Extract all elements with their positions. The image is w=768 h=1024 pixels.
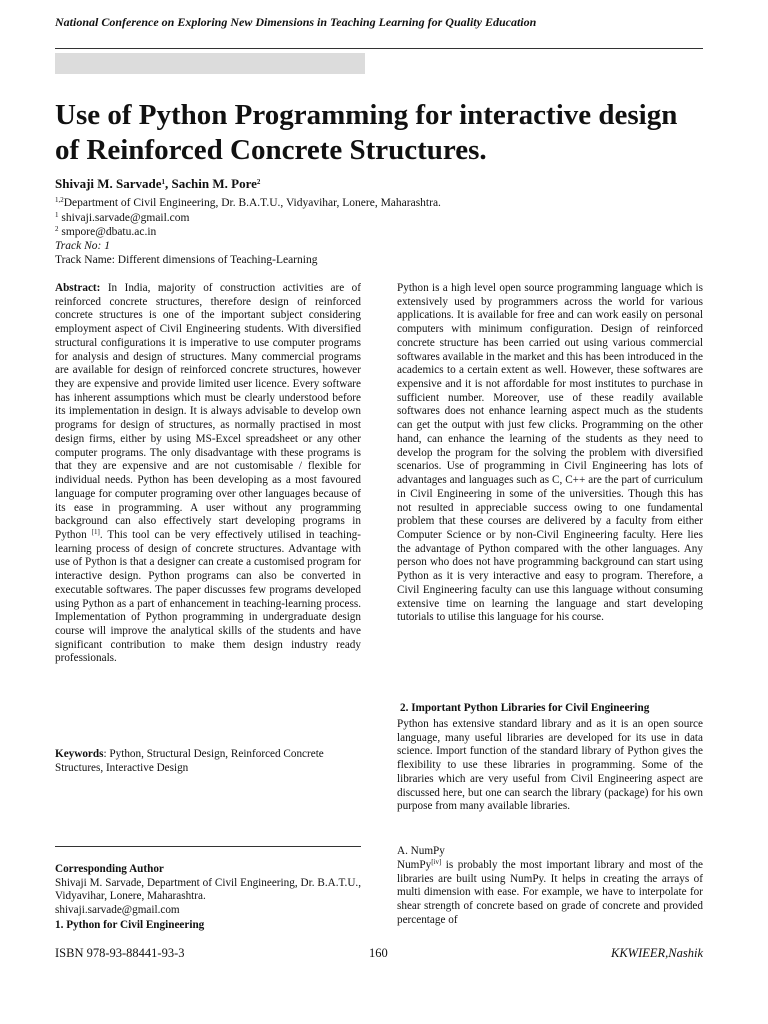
corresponding-heading: Corresponding Author [55,863,164,875]
header-banner [55,53,365,74]
abstract-text-1: In India, majority of construction activities are of reinforced concrete structures, therefore design of reinforced concrete structures is one of the important subject considering employment aspect of Civil Engineering students. With diversified structural configurations it is imperative to use computer programs for analysis and design of structures. Many commercial programs are available for design of reinforced concrete structures, however they are expensive and provide limited user licence. Every software has inherent assumptions which must be clearly understood before its implementation in design. It is always advisable to develop own programs for design of structures, as normally practised in most design firms, either by using MS-Excel spreadsheet or any other computer programs. The only disadvantage with these programs is that they are expensive and are not customisable / flexible for individual needs. Python has been developing as a most favoured language for computer programing over other languages because of its ease in programming. A user without any programming background can also effectively start developing programs in Python [55,282,361,541]
section-1-heading: 1. Python for Civil Engineering [55,919,205,931]
track-number: Track No: 1 [55,240,110,252]
intro-paragraph: Python is a high level open source programming language which is extensively used by programmers across the world for various applications. It is available for free and can work easily on personal computers with minimum configuration. Design of reinforced concrete structure has been carried out using various commercial softwares available in the market and this has been introduced in the academics to a certain extent as well. However, these softwares are expensive and it is not affordable for most institutes to purchase in sufficient number. Moreover, use of these readily available softwares does not enhance learning aspect much as the students can get the output with just few clicks. Programming on the other hand, can enhance the learning of the students as they need to develop the program for the solving the problem with diversified scenarios. Use of programming in Civil Engineering has lots of advantages and languages such as C, C++ are the part of curriculum in Civil Engineering in some of the universities. Though this has not resulted in appreciable success owing to one fundamental problem that these courses are delivered by a faculty from either Computer Science or by non-Civil Engineering faculty. Here lies the advantage of Python compared with the other languages. Any person who does not have programming background can start using Python as it is very interactive and easy to program. Therefore, a Civil Engineering faculty can use this language without consuming extensive time on learning the language and start developing tutorials to utilise this language for his course. [397,282,704,624]
email-2-link[interactable]: smpore@dbatu.ac.in [58,226,157,238]
author-2: Sachin M. Pore [171,176,257,191]
numpy-text: is probably the most important library and most of the libraries are built using NumPy. It helps in creating the arrays of multi dimension with ease. For example, we have to interpolate for shear strength of concrete based on grade of concrete and provided percentage of [397,859,703,926]
numpy-ref[interactable]: [iv] [431,858,442,866]
corresponding-author-block [55,863,361,933]
author-separator: , [165,176,172,191]
abstract [55,282,361,666]
page-number: 160 [369,946,388,960]
header-rule [55,48,703,49]
abstract-ref[interactable]: [1] [91,527,100,536]
dept-sup: 1,2 [55,196,64,204]
affiliation-email-1 [55,211,190,226]
abstract-label: Abstract: [55,282,101,294]
keywords-text: : Python, Structural Design, Reinforced Concrete Structures, Interactive Design [55,748,324,774]
section-2-paragraph: Python has extensive standard library and as it is an open source language, many useful libraries are developed for its use in data science. Import function of the standard library of Python gives the flexibility to use these libraries in programming. Some of the libraries which are very useful from Civil Engineering aspect are discussed here, but one can search the library (package) for his own purpose from many available libraries. [397,718,703,813]
conference-header: National Conference on Exploring New Dimensions in Teaching Learning for Quality Education [55,15,537,29]
abstract-text-2: . This tool can be very effectively utilised in teaching-learning process of design of concrete structures. Advantage with use of Python is that a designer can create a customised program for interactive design. Python programs can also be converted in executable softwares. The paper discusses few programs developed using Python as a part of enhancement in teaching-learning process. Implementation of Python programming in undergraduate design course will improve the analytical skills of the students and have significant contribution to make them design industry ready professionals. [55,528,361,665]
numpy-heading: A. NumPy [397,845,445,857]
email-1-sup: 1 [55,211,59,219]
email-1-link[interactable]: shivaji.sarvade@gmail.com [58,212,190,224]
footer-publisher: KKWIEER,Nashik [610,946,703,960]
keywords-label: Keywords [55,748,104,760]
author-1: Shivaji M. Sarvade [55,176,162,191]
footnote-rule [55,846,361,847]
numpy-paragraph [397,859,703,928]
corresponding-email[interactable]: shivaji.sarvade@gmail.com [55,903,180,916]
affiliation-dept [55,196,441,211]
affiliation-email-2 [55,225,156,240]
footer-isbn: ISBN 978-93-88441-93-3 [55,946,185,960]
author-line [55,176,260,192]
email-2-sup: 2 [55,225,59,233]
corresponding-text: Shivaji M. Sarvade, Department of Civil Engineering, Dr. B.A.T.U., Vidyavihar, Lonere, Maharashtra. [55,876,361,902]
author-2-sup: 2 [256,178,261,186]
author-1-sup: 1 [161,178,166,186]
section-2-heading: 2. Important Python Libraries for Civil Engineering [400,702,650,714]
paper-title: Use of Python Programming for interactive design of Reinforced Concrete Structures. [55,99,678,166]
dept-text: Department of Civil Engineering, Dr. B.A.T.U., Vidyavihar, Lonere, Maharashtra. [63,197,441,209]
keywords [55,747,361,775]
track-name: Track Name: Different dimensions of Teaching-Learning [55,254,318,266]
numpy-lead: NumPy [397,859,432,871]
